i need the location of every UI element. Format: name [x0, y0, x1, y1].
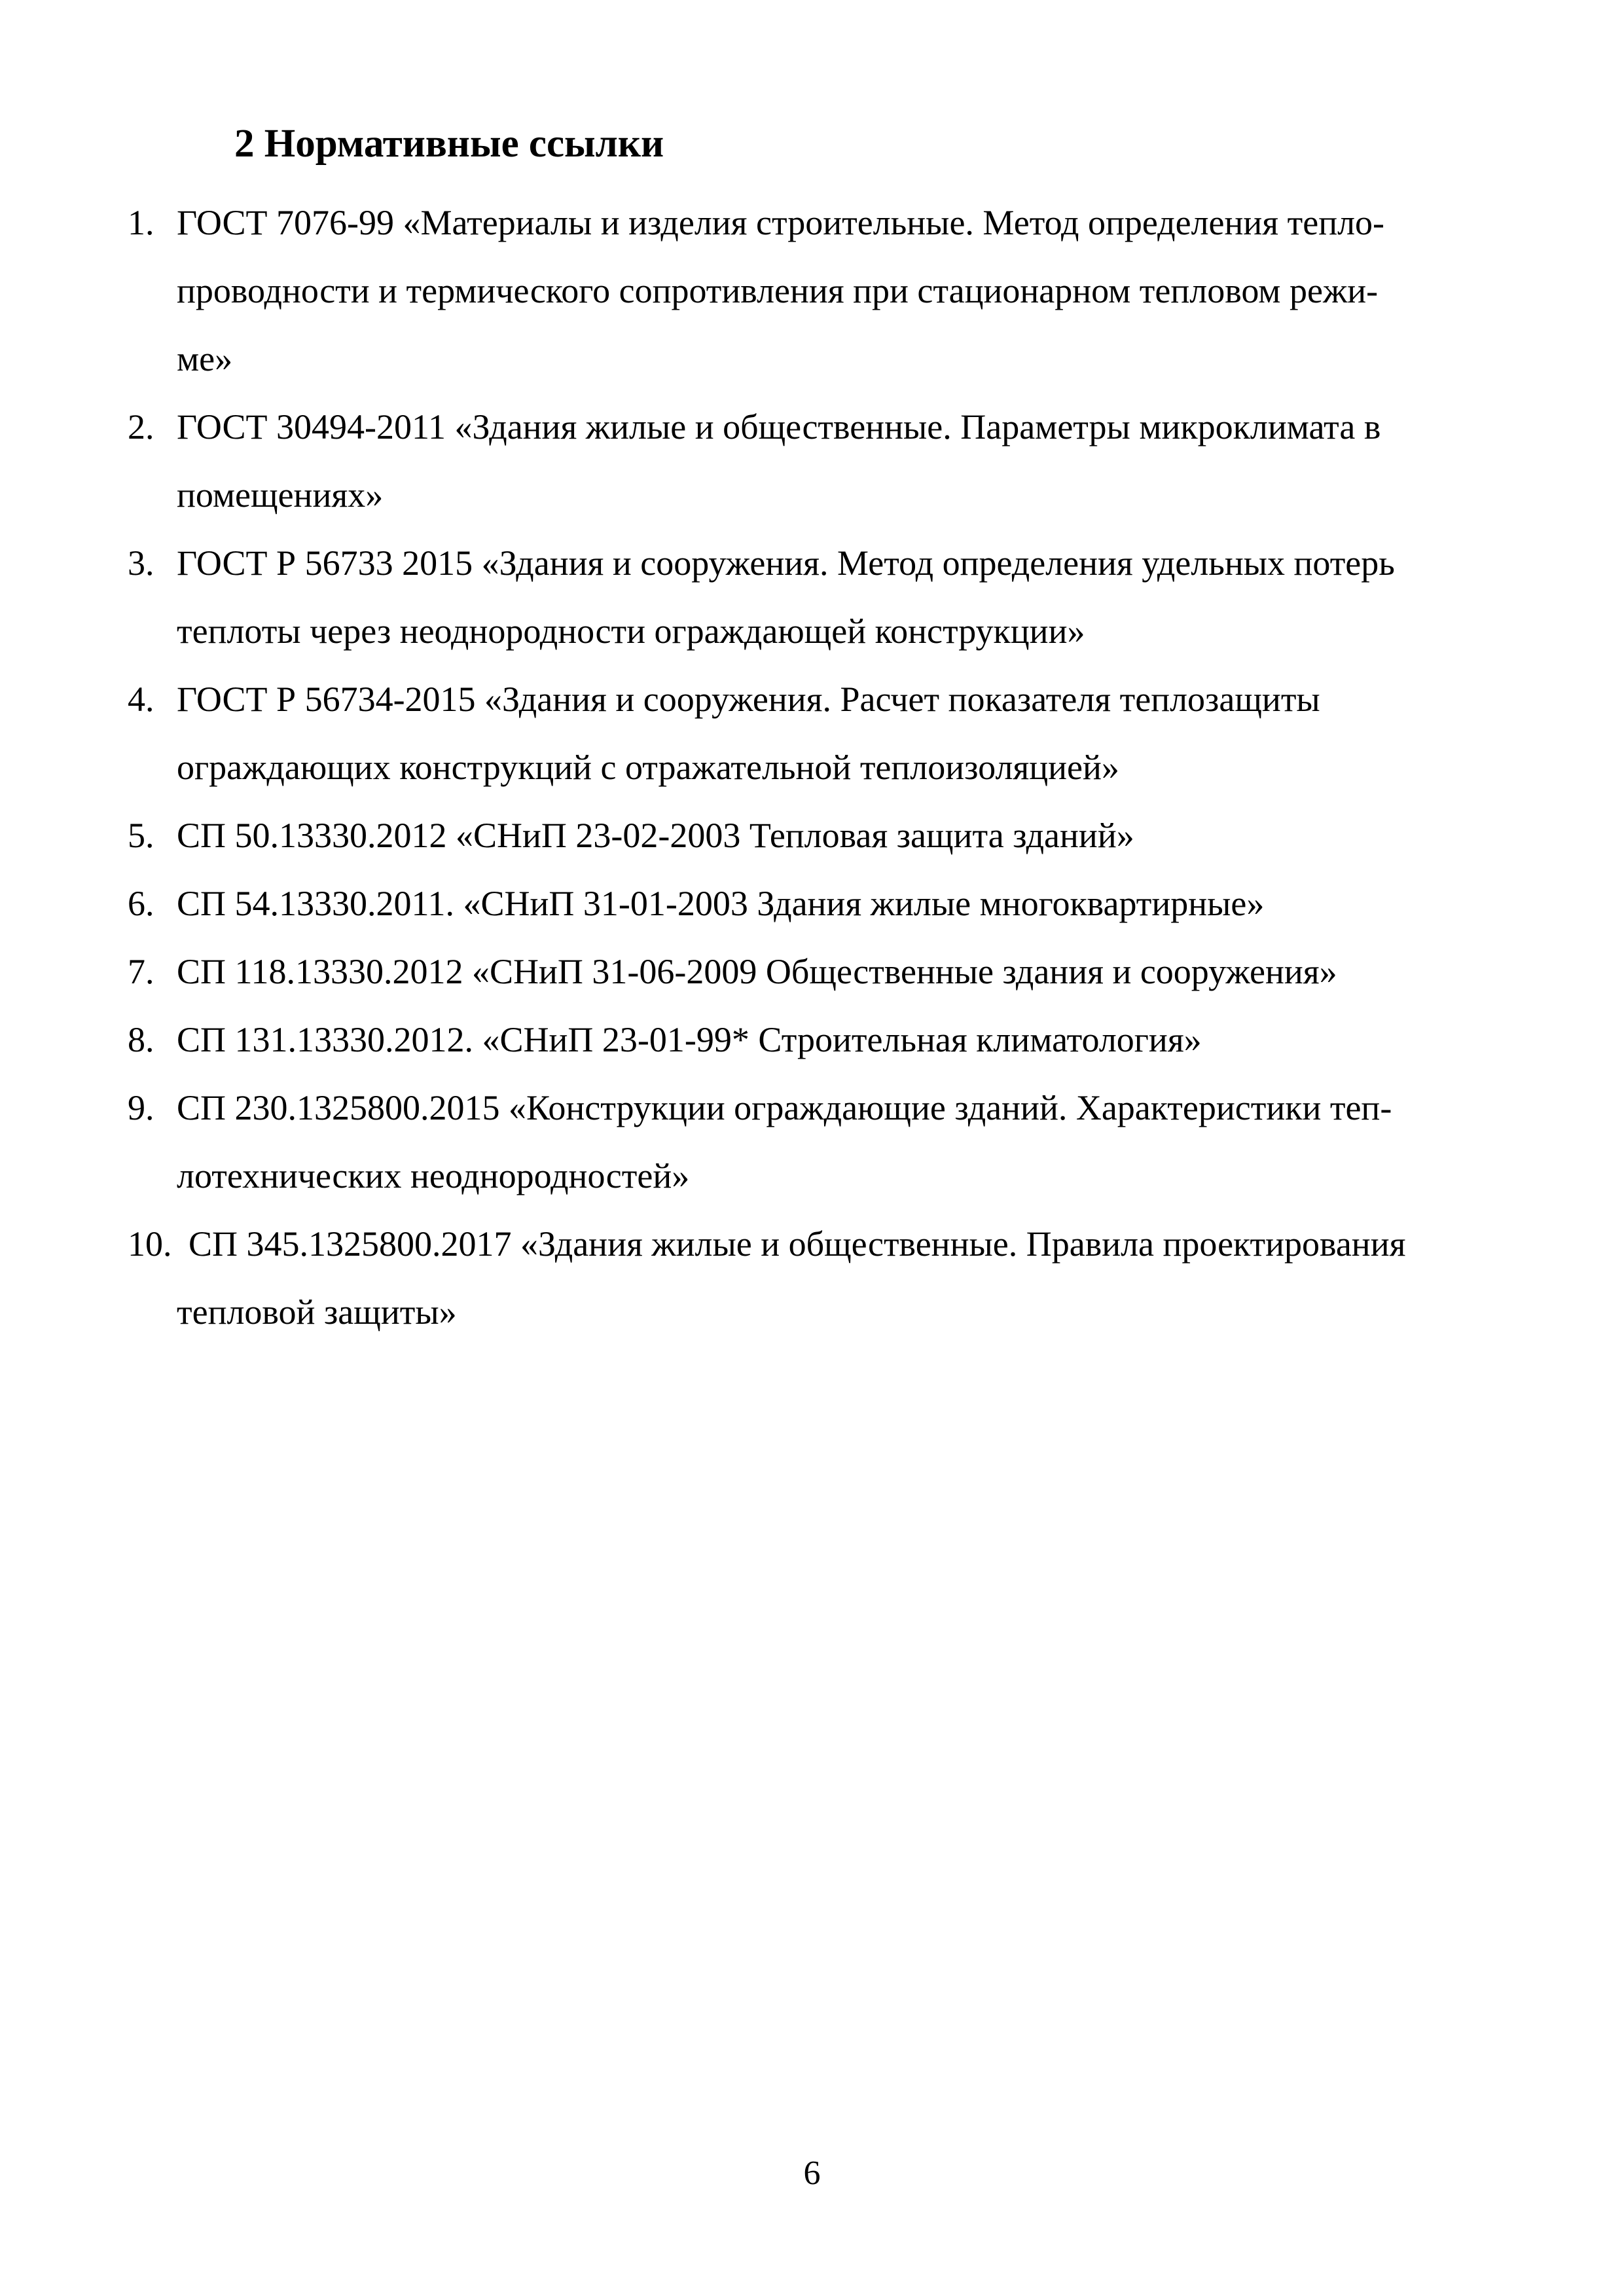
reference-number: 6.: [128, 884, 154, 923]
reference-text-line: тепловой защиты»: [177, 1292, 457, 1332]
reference-text-line: ГОСТ 7076-99 «Материалы и изделия строительные. Метод определения тепло-: [177, 203, 1385, 242]
reference-text-line: ГОСТ Р 56733 2015 «Здания и сооружения. Метод определения удельных потерь: [177, 543, 1395, 583]
reference-item: [0, 189, 1624, 393]
reference-number: 10.: [128, 1224, 172, 1264]
reference-item: [0, 869, 1624, 938]
reference-item: [0, 665, 1624, 801]
reference-number: 3.: [128, 543, 154, 583]
reference-text-line: СП 118.13330.2012 «СНиП 31-06-2009 Общественные здания и сооружения»: [177, 952, 1337, 991]
reference-text-line: ме»: [177, 339, 233, 378]
reference-number: 8.: [128, 1020, 154, 1059]
reference-item: [0, 801, 1624, 869]
reference-text-line: ГОСТ Р 56734-2015 «Здания и сооружения. Расчет показателя теплозащиты: [177, 680, 1320, 719]
reference-item: [0, 1210, 1624, 1346]
reference-text-line: СП 230.1325800.2015 «Конструкции ограждающие зданий. Характеристики теп-: [177, 1088, 1392, 1127]
reference-text-line: помещениях»: [177, 475, 384, 515]
reference-text-line: теплоты через неоднородности ограждающей конструкции»: [177, 611, 1085, 651]
reference-number: 2.: [128, 407, 154, 446]
reference-text-line: ограждающих конструкций с отражательной теплоизоляцией»: [177, 748, 1119, 787]
reference-text-line: СП 345.1325800.2017 «Здания жилые и общественные. Правила проектирования: [189, 1224, 1406, 1264]
reference-text-line: СП 54.13330.2011. «СНиП 31-01-2003 Здания жилые многоквартирные»: [177, 884, 1265, 923]
reference-item: [0, 529, 1624, 665]
reference-text-line: лотехнических неоднородностей»: [177, 1156, 690, 1195]
reference-item: [0, 393, 1624, 529]
reference-text-line: СП 131.13330.2012. «СНиП 23-01-99* Строительная климатология»: [177, 1020, 1202, 1059]
page-number: 6: [803, 2155, 821, 2192]
reference-number: 1.: [128, 203, 154, 242]
reference-number: 7.: [128, 952, 154, 991]
section-heading: 2 Нормативные ссылки: [234, 122, 664, 166]
reference-text-line: проводности и термического сопротивления при стационарном тепловом режи-: [177, 271, 1379, 310]
reference-item: [0, 938, 1624, 1006]
reference-text-line: ГОСТ 30494-2011 «Здания жилые и общественные. Параметры микроклимата в: [177, 407, 1381, 446]
reference-number: 9.: [128, 1088, 154, 1127]
reference-text-line: СП 50.13330.2012 «СНиП 23-02-2003 Тепловая защита зданий»: [177, 816, 1134, 855]
reference-number: 4.: [128, 680, 154, 719]
reference-item: [0, 1074, 1624, 1210]
references-list: [0, 189, 1624, 1346]
reference-item: [0, 1006, 1624, 1074]
reference-number: 5.: [128, 816, 154, 855]
